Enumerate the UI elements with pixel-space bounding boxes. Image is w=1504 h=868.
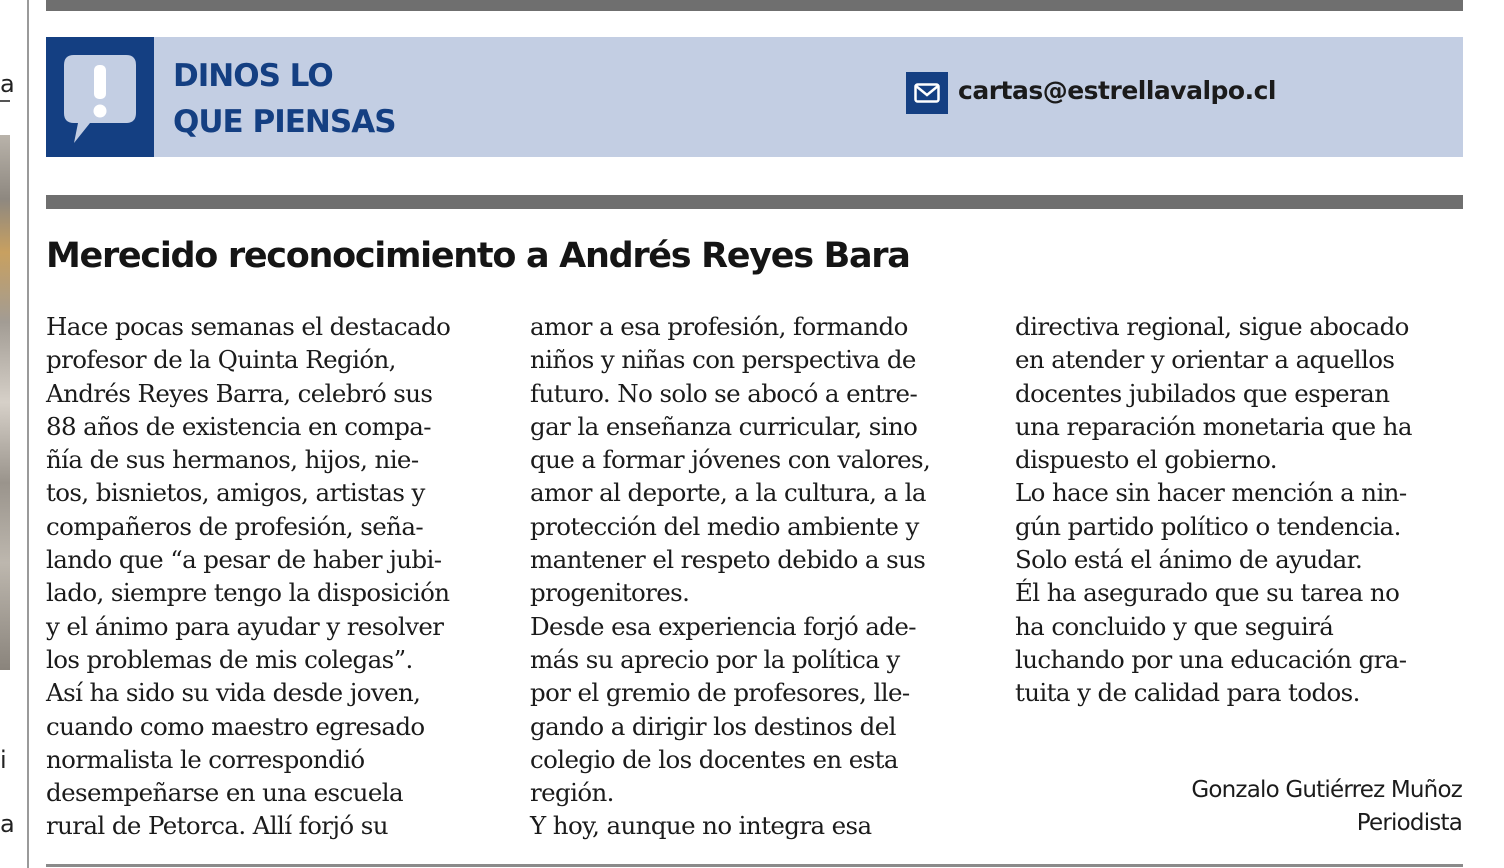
text-line: Andrés Reyes Barra, celebró sus: [46, 378, 433, 408]
article-column-1: [46, 310, 516, 843]
text-line: ñía de sus hermanos, hijos, nie-: [46, 445, 419, 475]
section-divider-bar: [46, 195, 1463, 209]
envelope-icon: [906, 72, 948, 114]
text-line: tuita y de calidad para todos.: [1015, 678, 1360, 708]
text-line: más su aprecio por la política y: [530, 644, 900, 674]
text-line: Solo está el ánimo de ayudar.: [1015, 545, 1363, 575]
text-line: docentes jubilados que esperan: [1015, 378, 1390, 408]
text-line: desempeñarse en una escuela: [46, 778, 403, 808]
text-line: una reparación monetaria que ha: [1015, 411, 1412, 441]
text-line: Hace pocas semanas el destacado: [46, 312, 451, 341]
margin-rule: [0, 100, 10, 102]
text-line: y el ánimo para ayudar y resolver: [46, 611, 444, 641]
text-line: futuro. No solo se abocó a entre-: [530, 378, 918, 408]
text-line: normalista le correspondió: [46, 744, 365, 774]
text-line: niños y niñas con perspectiva de: [530, 345, 916, 375]
section-icon-box: [46, 37, 154, 157]
text-line: directiva regional, sigue abocado: [1015, 312, 1409, 341]
contact-email[interactable]: cartas@estrellavalpo.cl: [958, 76, 1276, 105]
author-role: Periodista: [1356, 810, 1462, 836]
margin-char: a: [0, 810, 15, 838]
section-title-line: DINOS LO: [173, 58, 333, 94]
section-banner: [46, 37, 1463, 157]
text-line: cuando como maestro egresado: [46, 711, 425, 741]
text-line: en atender y orientar a aquellos: [1015, 345, 1395, 375]
margin-char: a: [0, 70, 15, 98]
author-name: Gonzalo Gutiérrez Muñoz: [1191, 777, 1462, 803]
text-line: gando a dirigir los destinos del: [530, 711, 896, 741]
text-line: Él ha asegurado que su tarea no: [1015, 578, 1400, 608]
text-line: Desde esa experiencia forjó ade-: [530, 611, 916, 641]
text-line: amor a esa profesión, formando: [530, 312, 908, 341]
speech-bubble-exclamation-icon: [60, 51, 140, 147]
text-line: que a formar jóvenes con valores,: [530, 445, 931, 475]
text-line: los problemas de mis colegas”.: [46, 644, 413, 674]
bottom-rule: [46, 864, 1463, 867]
text-line: Así ha sido su vida desde joven,: [46, 678, 421, 708]
margin-char: i: [0, 746, 7, 774]
margin-photo-strip: [0, 135, 10, 670]
article-headline: Merecido reconocimiento a Andrés Reyes Bara: [46, 236, 910, 276]
text-line: gún partido político o tendencia.: [1015, 511, 1401, 541]
text-line: ha concluido y que seguirá: [1015, 611, 1334, 641]
text-line: compañeros de profesión, seña-: [46, 511, 424, 541]
text-line: región.: [530, 778, 614, 808]
column-rule: [27, 0, 29, 868]
text-line: protección del medio ambiente y: [530, 511, 919, 541]
text-line: dispuesto el gobierno.: [1015, 445, 1277, 475]
text-line: progenitores.: [530, 578, 690, 608]
article-column-3: [1015, 310, 1485, 710]
text-line: profesor de la Quinta Región,: [46, 345, 396, 375]
article-column-2: [530, 310, 1000, 843]
text-line: Y hoy, aunque no integra esa: [530, 811, 872, 841]
top-divider-bar: [46, 0, 1463, 11]
text-line: 88 años de existencia en compa-: [46, 411, 431, 441]
text-line: colegio de los docentes en esta: [530, 744, 898, 774]
text-line: lado, siempre tengo la disposición: [46, 578, 450, 608]
section-title: [173, 53, 396, 145]
text-line: Lo hace sin hacer mención a nin-: [1015, 478, 1407, 508]
text-line: por el gremio de profesores, lle-: [530, 678, 910, 708]
left-margin: [0, 0, 15, 868]
text-line: lando que “a pesar de haber jubi-: [46, 545, 442, 575]
text-line: rural de Petorca. Allí forjó su: [46, 811, 388, 841]
text-line: amor al deporte, a la cultura, a la: [530, 478, 926, 508]
text-line: luchando por una educación gra-: [1015, 644, 1407, 674]
text-line: tos, bisnietos, amigos, artistas y: [46, 478, 425, 508]
text-line: mantener el respeto debido a sus: [530, 545, 926, 575]
text-line: gar la enseñanza curricular, sino: [530, 411, 918, 441]
section-title-line: QUE PIENSAS: [173, 104, 396, 140]
